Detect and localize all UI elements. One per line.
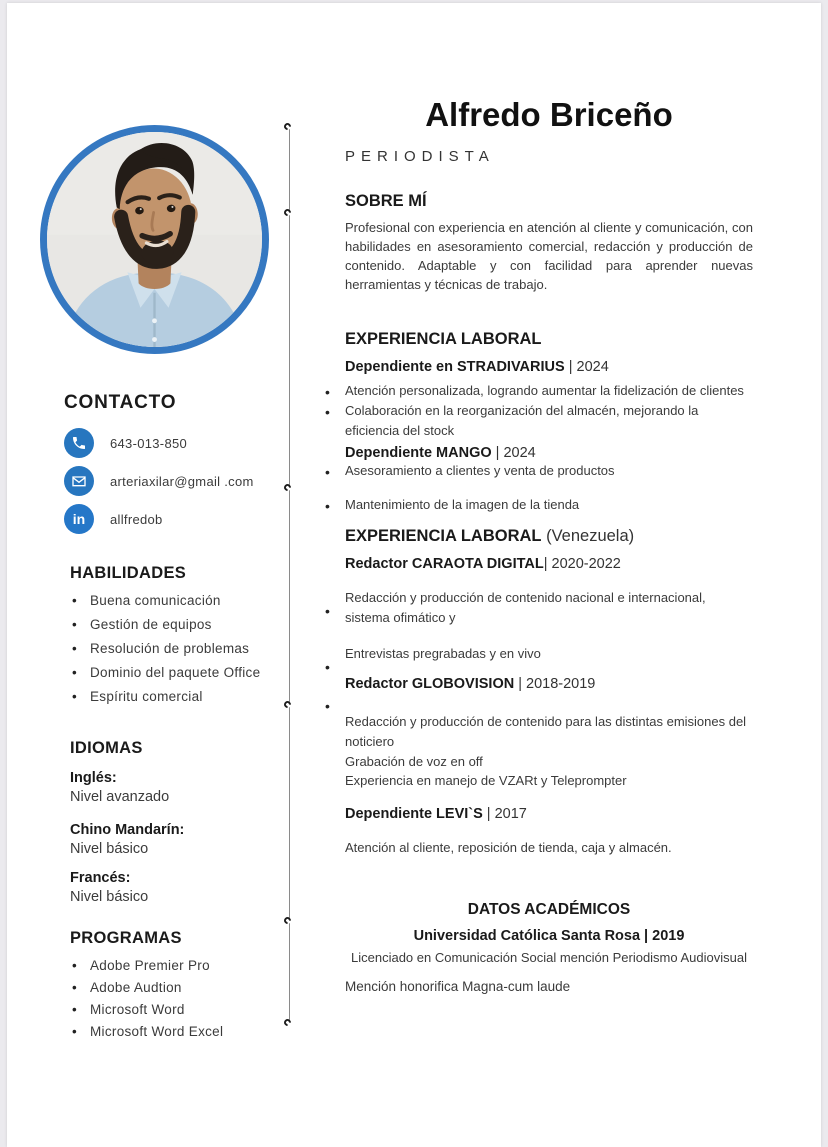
job-title: Dependiente LEVI`S | 2017 (345, 806, 527, 822)
phone-icon (64, 428, 94, 458)
job-detail-line: Grabación de voz en off (345, 754, 483, 769)
language-name: Inglés: (70, 770, 117, 786)
linkedin-handle: allfredob (110, 511, 163, 527)
person-role: PERIODISTA (345, 148, 495, 165)
job-bullet: • Colaboración en la reorganización del almacén, mejorando la eficiencia del stock (345, 401, 753, 441)
job-title: Dependiente MANGO | 2024 (345, 445, 536, 461)
job-bullet: • Atención personalizada, logrando aumentar la fidelización de clientes (345, 381, 753, 401)
cv-page (7, 3, 821, 1147)
programs-list (72, 958, 300, 1040)
job-bullet: • Redacción y producción de contenido para las distintas emisiones del noticiero (345, 712, 753, 752)
language-name: Francés: (70, 870, 131, 886)
job-bullet: • Asesoramiento a clientes y venta de productos (345, 461, 753, 481)
main-content (300, 96, 762, 994)
job-dates: | 2020-2022 (543, 556, 621, 572)
skills-list (72, 593, 300, 705)
academics-honor: Mención honorifica Magna-cum laude (345, 979, 571, 994)
timeline-marker (283, 122, 293, 132)
contact-linkedin-row (64, 504, 300, 534)
timeline-marker (283, 208, 293, 218)
language-level: Nivel básico (70, 889, 149, 905)
language-entry (70, 770, 300, 905)
job-bullet: • Redacción y producción de contenido nacional e internacional, sistema ofimático y (345, 588, 753, 628)
email-address: arteriaxilar@gmail .com (110, 473, 254, 489)
person-name: Alfredo Briceño (425, 96, 673, 133)
job-bullet: • Mantenimiento de la imagen de la tienda (345, 495, 753, 515)
job-dates: | 2024 (491, 445, 536, 461)
program-item: • Microsoft Word Excel (72, 1024, 300, 1040)
academics-university: Universidad Católica Santa Rosa | 2019 (413, 928, 685, 944)
job-title: Redactor GLOBOVISION | 2018-2019 (345, 676, 596, 692)
skill-item: • Resolución de problemas (72, 641, 300, 657)
skill-item: • Espíritu comercial (72, 689, 300, 705)
about-heading: SOBRE MÍ (345, 192, 427, 210)
contact-phone-row (64, 428, 300, 458)
linkedin-icon (64, 504, 94, 534)
languages-heading: IDIOMAS (70, 739, 143, 757)
skill-item: • Dominio del paquete Office (72, 665, 300, 681)
experience-heading-note: (Venezuela) (541, 527, 635, 545)
job-dates: | 2018-2019 (514, 676, 596, 692)
language-level: Nivel avanzado (70, 789, 170, 805)
job-dates: | 2017 (482, 806, 527, 822)
academics-section (345, 901, 753, 994)
academics-degree: Licenciado en Comunicación Social mención Periodismo Audiovisual (351, 950, 747, 965)
job-detail-line: Atención al cliente, reposición de tienda, caja y almacén. (345, 840, 672, 855)
job-detail-line: Experiencia en manejo de VZARt y Teleprompter (345, 773, 627, 788)
academics-year: | 2019 (640, 928, 685, 944)
job-title: Dependiente en STRADIVARIUS | 2024 (345, 359, 609, 375)
academics-heading: DATOS ACADÉMICOS (467, 901, 631, 918)
program-item: • Adobe Premier Pro (72, 958, 300, 974)
language-name: Chino Mandarín: (70, 822, 185, 838)
skill-item: • Gestión de equipos (72, 617, 300, 633)
job-dates: | 2024 (564, 359, 609, 375)
contact-email-row (64, 466, 300, 496)
job-bullet: • Entrevistas pregrabadas y en vivo (345, 644, 753, 664)
sidebar (64, 392, 300, 1040)
job-title: Redactor CARAOTA DIGITAL| 2020-2022 (345, 556, 621, 572)
skills-heading: HABILIDADES (70, 564, 187, 582)
portrait-illustration (47, 132, 262, 347)
email-icon (64, 466, 94, 496)
linkedin-in-glyph: in (72, 511, 86, 527)
contact-heading: CONTACTO (64, 392, 177, 413)
profile-photo (40, 125, 269, 354)
language-level: Nivel básico (70, 841, 149, 857)
program-item: • Adobe Audtion (72, 980, 300, 996)
programs-heading: PROGRAMAS (70, 929, 182, 947)
experience-heading: EXPERIENCIA LABORAL (Venezuela) (345, 527, 635, 545)
about-text: Profesional con experiencia en atención al cliente y comunicación, con habilidades en asesoramiento comercial, redacción y producción de contenido. Adaptable y con facilidad para aprender nuevas herramientas y técnicas de trabajo. (345, 220, 753, 292)
phone-number: 643-013-850 (110, 435, 188, 451)
skill-item: • Buena comunicación (72, 593, 300, 609)
program-item: • Microsoft Word (72, 1002, 300, 1018)
experience-heading: EXPERIENCIA LABORAL (345, 330, 542, 348)
